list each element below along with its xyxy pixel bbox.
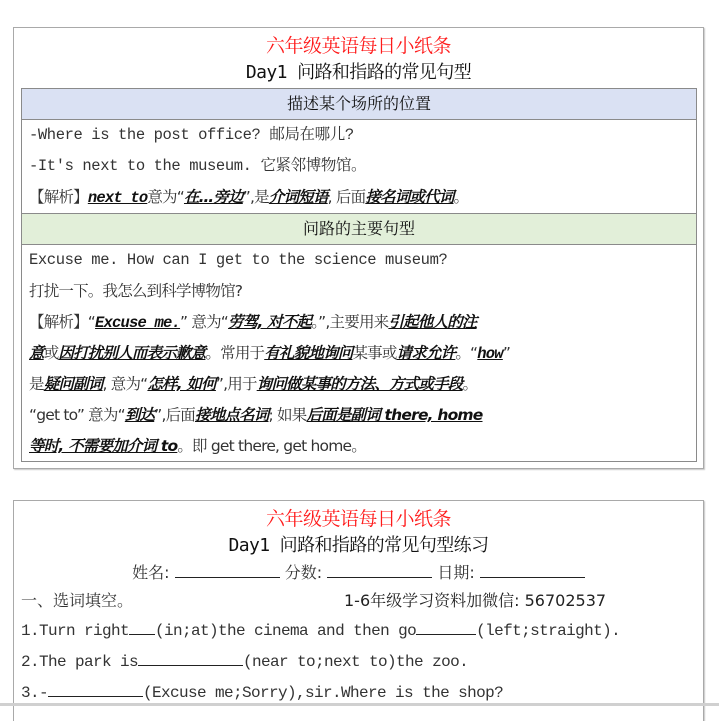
text: , 后面 (327, 188, 366, 206)
text: 或 (43, 344, 59, 362)
text: 。”,主要用来 (311, 313, 389, 331)
content-table (21, 88, 697, 462)
analysis-line (22, 182, 696, 213)
answer-blank[interactable] (416, 618, 476, 635)
keyword: Excuse me. (95, 314, 181, 332)
keyword: 到达 (124, 406, 155, 424)
question-1 (14, 616, 703, 647)
section-header-asking-way: 问路的主要句型 (22, 213, 696, 245)
answer-blank[interactable] (48, 680, 143, 697)
analysis-line (22, 369, 696, 400)
keyword: 接名词或代词 (365, 188, 454, 206)
question-text: (Excuse me;Sorry),sir.Where is the shop? (143, 684, 504, 702)
text: 。常用于 (205, 344, 265, 362)
question-text: (in;at)the cinema and then go (155, 622, 417, 640)
section-header-location: 描述某个场所的位置 (22, 89, 696, 120)
section-row (14, 586, 703, 616)
keyword: 疑问副词 (43, 375, 103, 393)
keyword: 因打扰别人而表示歉意 (58, 344, 206, 362)
analysis-line (22, 400, 696, 431)
name-label: 姓名: (132, 563, 170, 582)
sentence-line: -It's next to the museum. 它紧邻博物馆。 (29, 157, 367, 175)
keyword: 怎样, 如何 (147, 375, 216, 393)
text: 【解析】“ (29, 313, 96, 331)
question-text: 1.Turn right (21, 622, 130, 640)
sentence-line: Excuse me. How can I get to the science museum? (29, 251, 448, 269)
text: 某事或 (352, 344, 397, 362)
student-info-row (14, 560, 703, 586)
keyword: 意 (29, 344, 44, 362)
keyword: 等时, 不需要加介词 to (29, 437, 178, 455)
section-label: 一、选词填空。 (21, 591, 134, 610)
answer-blank[interactable] (129, 618, 155, 635)
keyword: 请求允许 (396, 344, 456, 362)
keyword: next to (87, 189, 148, 207)
card-title: 六年级英语每日小纸条 (265, 35, 451, 57)
keyword: 接地点名词 (194, 406, 269, 424)
question-text: 3.- (21, 684, 49, 702)
score-label: 分数: (284, 563, 323, 582)
wechat-note: 1-6年级学习资料加微信: 56702537 (344, 591, 607, 610)
text: 。 (462, 375, 478, 393)
card-subtitle: Day1 问路和指路的常见句型 (245, 62, 472, 83)
date-label: 日期: (437, 563, 475, 582)
text: 是 (29, 375, 44, 393)
text: ”,用于 (215, 375, 257, 393)
question-text: (near to;next to)the zoo. (243, 653, 469, 671)
text: “get to” 意为“ (29, 406, 125, 424)
text: 。“ (455, 344, 478, 362)
analysis-prefix: 【解析】 (29, 188, 88, 206)
analysis-line (22, 338, 696, 369)
keyword: 在…旁边 (183, 188, 243, 206)
keyword: 有礼貌地询问 (264, 344, 353, 362)
text: , 意为“ (102, 375, 148, 393)
text: 意为“ (147, 188, 184, 206)
daily-note-card-2 (13, 500, 704, 721)
keyword: 询问做某事的方法、方式或手段 (256, 375, 463, 393)
keyword: how (477, 345, 503, 363)
text: ”,是 (242, 188, 269, 206)
text: ”,后面 (154, 406, 195, 424)
text: ; 如果 (268, 406, 307, 424)
text: 。即 get there, get home。 (177, 437, 366, 455)
answer-blank[interactable] (138, 649, 243, 666)
keyword: 劳驾, 对不起 (228, 313, 312, 331)
keyword: 后面是副词 there, home (306, 406, 483, 424)
question-2 (14, 647, 703, 678)
analysis-line (22, 307, 696, 338)
question-text: 2.The park is (21, 653, 139, 671)
text: ” 意为“ (180, 313, 229, 331)
card-subtitle: Day1 问路和指路的常见句型练习 (228, 535, 489, 556)
text: ” (502, 344, 511, 362)
text: 。 (453, 188, 469, 206)
score-field[interactable] (327, 561, 432, 578)
sentence-translation: 打扰一下。我怎么到科学博物馆? (29, 282, 243, 300)
sentence-line: -Where is the post office? 邮局在哪儿? (29, 126, 354, 144)
keyword: 引起他人的注 (388, 313, 477, 331)
analysis-line (22, 431, 696, 462)
name-field[interactable] (175, 561, 280, 578)
question-text: (left;straight). (476, 622, 621, 640)
date-field[interactable] (480, 561, 585, 578)
daily-note-card-1 (13, 27, 704, 469)
card-title: 六年级英语每日小纸条 (265, 508, 451, 530)
keyword: 介词短语 (268, 188, 328, 206)
